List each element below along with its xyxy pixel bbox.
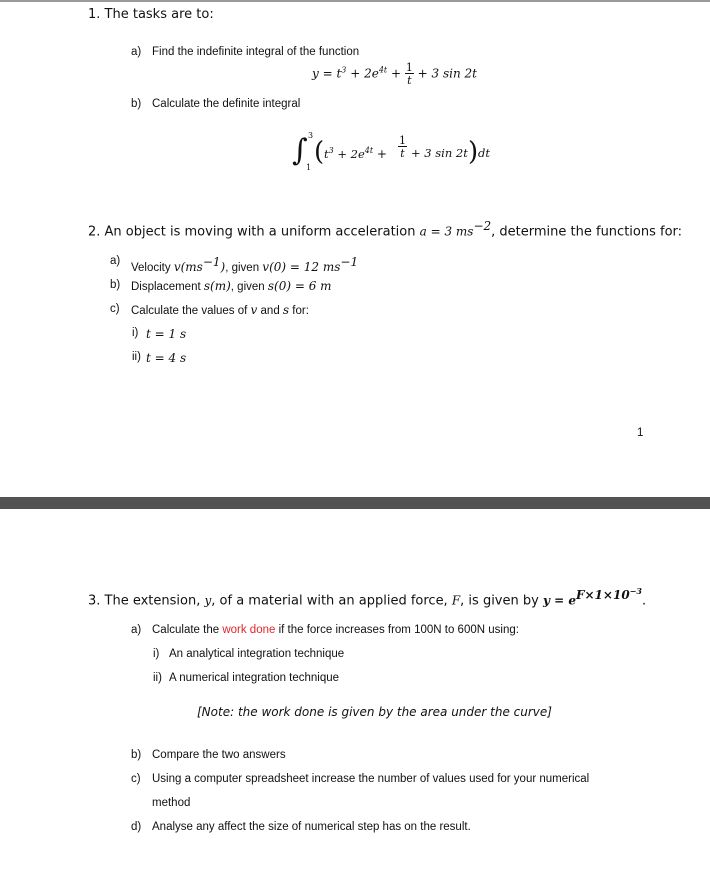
q3aii-text: A numerical integration technique: [169, 672, 340, 684]
integral-body-tail: + 3 sin 2t: [411, 146, 468, 160]
q2a-label: a): [110, 255, 121, 267]
integral-lower: 1: [306, 163, 312, 172]
q2c-label: c): [110, 303, 120, 315]
integral-sign: ∫: [292, 133, 308, 168]
q2c-text: Calculate the values of v and s for:: [131, 303, 309, 317]
q2ci-label: i): [132, 327, 139, 339]
q3b-text: Compare the two answers: [152, 749, 286, 761]
integral-upper: 3: [308, 131, 314, 140]
paren-right: ): [468, 137, 479, 167]
q2-title: 2. An object is moving with a uniform acceleration a = 3 $ms^{-2}$, determine the functions for:: [88, 219, 683, 240]
q3c-text: Using a computer spreadsheet increase the number of values used for your numerical: [152, 773, 590, 785]
q3a-label: a): [131, 624, 142, 636]
q1a-equation: $y = t^3 + 2e^{4t}$ + $\frac{1}{t}$ + 3 sin 2t: [312, 61, 477, 87]
q1a-text: Find the indefinite integral of the function: [152, 46, 360, 58]
q3c-text-line2: method: [152, 797, 191, 809]
q2cii-math: t = 4 s: [146, 351, 187, 365]
q3a-text: Calculate the work done if the force increases from 100N to 600N using:: [152, 624, 519, 636]
paren-left: (: [314, 137, 325, 167]
integral-dt: dt: [478, 146, 490, 160]
q3a-note: [Note: the work done is given by the area under the curve]: [197, 705, 552, 719]
q3c-label: c): [131, 773, 141, 785]
q2ci-math: t = 1 s: [146, 327, 187, 341]
page-number: 1: [637, 427, 644, 439]
q1b-fraction: $\frac{1}{t}$: [399, 134, 406, 160]
q3ai-text: An analytical integration technique: [169, 648, 345, 660]
q3aii-label: ii): [153, 672, 162, 684]
page-separator: [0, 497, 710, 509]
work-done-highlight: work done: [222, 624, 276, 636]
q1b-label: b): [131, 98, 142, 110]
q1a-label: a): [131, 46, 142, 58]
integral-body: $t^3 + 2e^{4t}$ +: [324, 146, 387, 161]
q1a-fraction: $\frac{1}{t}$: [405, 61, 413, 87]
q1-title: 1. The tasks are to:: [88, 7, 214, 22]
q2cii-label: ii): [132, 351, 141, 363]
q2b-label: b): [110, 279, 121, 291]
q3d-label: d): [131, 821, 142, 833]
top-border: [0, 0, 710, 2]
q3d-text: Analyse any affect the size of numerical step has on the result.: [152, 821, 471, 833]
q2b-text: Displacement s(m), given s(0) = 6 m: [131, 279, 332, 293]
q2a-text: Velocity $v(ms^{-1})$, given v(0) = 12 $ms^{-1}$: [131, 255, 359, 274]
q3b-label: b): [131, 749, 142, 761]
q1b-text: Calculate the definite integral: [152, 98, 301, 110]
q3ai-label: i): [153, 648, 160, 660]
q3-title: 3. The extension, y, of a material with an applied force, F, is given by $y = e^{F\times 1\times 10^{-3}}$.: [88, 586, 647, 609]
